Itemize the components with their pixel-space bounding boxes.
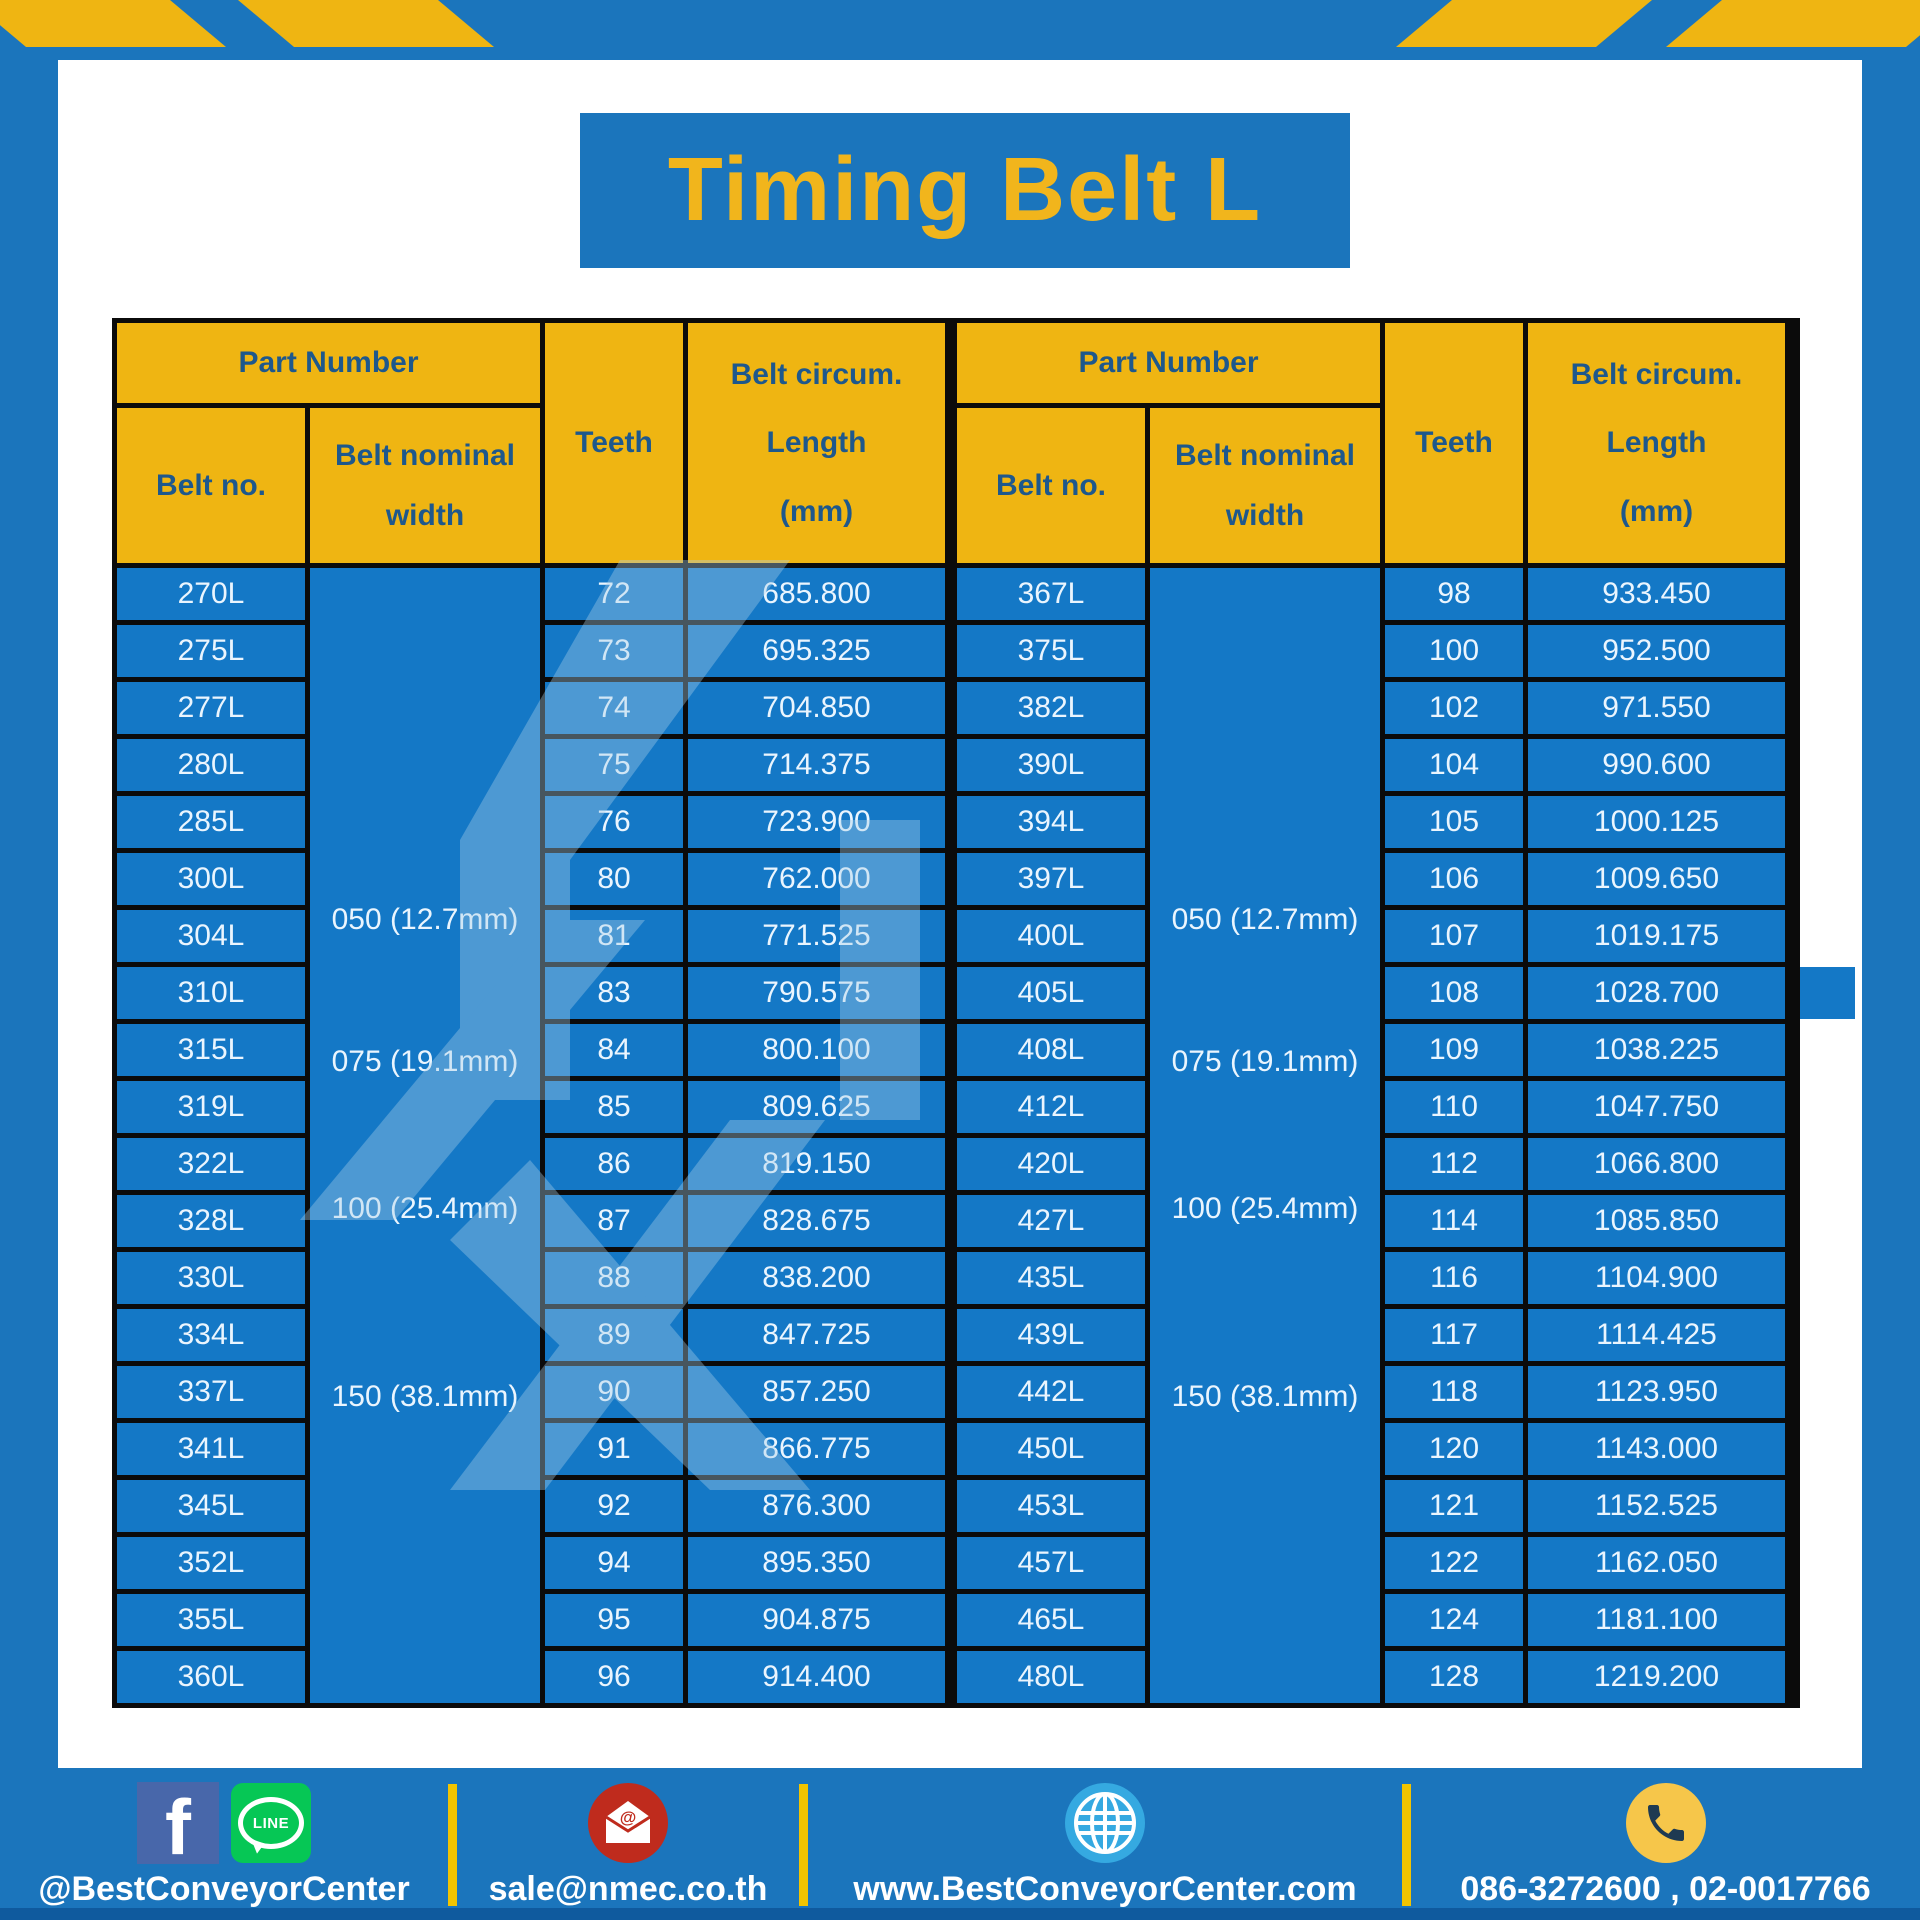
belt-nominal-width-header	[1150, 408, 1380, 563]
belt-no-cell: 457L	[957, 1537, 1145, 1589]
width-label: 150 (38.1mm)	[1171, 1379, 1359, 1413]
belt-circum-line2: Length	[766, 426, 867, 459]
belt-no-cell: 394L	[957, 796, 1145, 848]
belt-circum-header	[688, 323, 945, 563]
teeth-cell: 86	[545, 1138, 683, 1190]
part-number-header: Part Number	[957, 323, 1380, 403]
footer-bar	[0, 1768, 1920, 1920]
length-cell: 1162.050	[1528, 1537, 1785, 1589]
teeth-cell: 124	[1385, 1594, 1523, 1646]
belt-no-cell: 270L	[117, 568, 305, 620]
width-label: 075 (19.1mm)	[1171, 1044, 1359, 1078]
length-cell: 809.625	[688, 1081, 945, 1133]
hazard-stripe	[0, 0, 226, 47]
hazard-stripe	[238, 0, 494, 47]
teeth-cell: 76	[545, 796, 683, 848]
teeth-cell: 91	[545, 1423, 683, 1475]
email-label: sale@nmec.co.th	[488, 1870, 768, 1908]
teeth-cell: 100	[1385, 625, 1523, 677]
teeth-cell: 95	[545, 1594, 683, 1646]
teeth-cell: 109	[1385, 1024, 1523, 1076]
website-label: www.BestConveyorCenter.com	[853, 1870, 1357, 1908]
footer-email-section	[457, 1768, 799, 1920]
social-handle-label: @BestConveyorCenter	[38, 1870, 410, 1908]
line-bubble: LINE	[238, 1797, 304, 1849]
belt-table-right	[952, 318, 1800, 1708]
length-cell: 714.375	[688, 739, 945, 791]
length-cell: 828.675	[688, 1195, 945, 1247]
footer-website-section	[808, 1768, 1402, 1920]
social-icon-row	[137, 1780, 311, 1866]
teeth-cell: 80	[545, 853, 683, 905]
length-cell: 685.800	[688, 568, 945, 620]
teeth-cell: 89	[545, 1309, 683, 1361]
length-cell: 847.725	[688, 1309, 945, 1361]
belt-nominal-line2: width	[385, 498, 465, 532]
phone-icon	[1624, 1781, 1708, 1865]
teeth-cell: 110	[1385, 1081, 1523, 1133]
length-cell: 1152.525	[1528, 1480, 1785, 1532]
length-cell: 695.325	[688, 625, 945, 677]
length-cell: 1114.425	[1528, 1309, 1785, 1361]
length-cell: 971.550	[1528, 682, 1785, 734]
footer-social-section	[0, 1768, 448, 1920]
length-cell: 914.400	[688, 1651, 945, 1703]
length-cell: 1009.650	[1528, 853, 1785, 905]
belt-width-merged-cell	[1150, 568, 1380, 1703]
belt-no-cell: 435L	[957, 1252, 1145, 1304]
teeth-cell: 117	[1385, 1309, 1523, 1361]
belt-no-cell: 400L	[957, 910, 1145, 962]
belt-circum-line3: (mm)	[1619, 494, 1694, 528]
length-cell: 990.600	[1528, 739, 1785, 791]
teeth-cell: 72	[545, 568, 683, 620]
footer-phone-section	[1411, 1768, 1920, 1920]
teeth-cell: 105	[1385, 796, 1523, 848]
length-cell: 1047.750	[1528, 1081, 1785, 1133]
teeth-header: Teeth	[1385, 323, 1523, 563]
length-cell: 704.850	[688, 682, 945, 734]
width-label: 075 (19.1mm)	[331, 1044, 519, 1078]
belt-no-cell: 285L	[117, 796, 305, 848]
length-cell: 866.775	[688, 1423, 945, 1475]
teeth-cell: 112	[1385, 1138, 1523, 1190]
teeth-cell: 73	[545, 625, 683, 677]
teeth-cell: 107	[1385, 910, 1523, 962]
belt-no-cell: 352L	[117, 1537, 305, 1589]
cell-overflow-artifact	[1800, 967, 1855, 1019]
belt-no-cell: 453L	[957, 1480, 1145, 1532]
teeth-cell: 121	[1385, 1480, 1523, 1532]
teeth-cell: 108	[1385, 967, 1523, 1019]
teeth-cell: 88	[545, 1252, 683, 1304]
length-cell: 819.150	[688, 1138, 945, 1190]
website-icon-row	[1063, 1780, 1147, 1866]
belt-no-cell: 280L	[117, 739, 305, 791]
length-cell: 1000.125	[1528, 796, 1785, 848]
belt-no-cell: 275L	[117, 625, 305, 677]
belt-no-cell: 412L	[957, 1081, 1145, 1133]
width-label: 100 (25.4mm)	[1171, 1192, 1359, 1226]
belt-no-cell: 319L	[117, 1081, 305, 1133]
phone-icon-row	[1624, 1780, 1708, 1866]
svg-text:@: @	[619, 1808, 637, 1827]
length-cell: 1123.950	[1528, 1366, 1785, 1418]
belt-no-cell: 304L	[117, 910, 305, 962]
facebook-icon: f	[137, 1782, 219, 1864]
belt-table-left	[112, 318, 960, 1708]
length-cell: 1085.850	[1528, 1195, 1785, 1247]
belt-no-cell: 315L	[117, 1024, 305, 1076]
belt-no-cell: 334L	[117, 1309, 305, 1361]
length-cell: 1219.200	[1528, 1651, 1785, 1703]
belt-no-cell: 310L	[117, 967, 305, 1019]
belt-circum-line3: (mm)	[779, 494, 854, 528]
phone-label: 086-3272600 , 02-0017766	[1460, 1870, 1871, 1908]
belt-no-cell: 397L	[957, 853, 1145, 905]
belt-no-cell: 382L	[957, 682, 1145, 734]
belt-no-cell: 277L	[117, 682, 305, 734]
teeth-cell: 74	[545, 682, 683, 734]
length-cell: 857.250	[688, 1366, 945, 1418]
belt-circum-line1: Belt circum.	[1570, 357, 1743, 391]
belt-nominal-line2: width	[1225, 498, 1305, 532]
length-cell: 762.000	[688, 853, 945, 905]
width-label: 050 (12.7mm)	[331, 902, 519, 936]
length-cell: 1028.700	[1528, 967, 1785, 1019]
belt-no-cell: 405L	[957, 967, 1145, 1019]
length-cell: 952.500	[1528, 625, 1785, 677]
belt-no-cell: 330L	[117, 1252, 305, 1304]
footer-divider	[1402, 1784, 1411, 1906]
belt-no-cell: 322L	[117, 1138, 305, 1190]
teeth-cell: 92	[545, 1480, 683, 1532]
belt-no-cell: 439L	[957, 1309, 1145, 1361]
length-cell: 771.525	[688, 910, 945, 962]
email-icon-row	[586, 1780, 670, 1866]
globe-icon	[1063, 1781, 1147, 1865]
belt-no-cell: 341L	[117, 1423, 305, 1475]
length-cell: 723.900	[688, 796, 945, 848]
teeth-cell: 120	[1385, 1423, 1523, 1475]
length-cell: 1066.800	[1528, 1138, 1785, 1190]
belt-no-cell: 337L	[117, 1366, 305, 1418]
width-label: 150 (38.1mm)	[331, 1379, 519, 1413]
teeth-cell: 87	[545, 1195, 683, 1247]
teeth-cell: 75	[545, 739, 683, 791]
teeth-cell: 114	[1385, 1195, 1523, 1247]
hazard-stripe-band	[0, 0, 1920, 60]
belt-no-cell: 465L	[957, 1594, 1145, 1646]
belt-no-cell: 427L	[957, 1195, 1145, 1247]
belt-no-cell: 390L	[957, 739, 1145, 791]
belt-no-header: Belt no.	[957, 408, 1145, 563]
width-label: 100 (25.4mm)	[331, 1192, 519, 1226]
hazard-stripe	[1666, 0, 1920, 47]
footer-bottom-strip	[0, 1908, 1920, 1920]
belt-no-cell: 450L	[957, 1423, 1145, 1475]
length-cell: 895.350	[688, 1537, 945, 1589]
length-cell: 838.200	[688, 1252, 945, 1304]
footer-divider	[799, 1784, 808, 1906]
belt-no-cell: 345L	[117, 1480, 305, 1532]
length-cell: 876.300	[688, 1480, 945, 1532]
teeth-cell: 96	[545, 1651, 683, 1703]
belt-circum-line1: Belt circum.	[730, 357, 903, 391]
teeth-cell: 128	[1385, 1651, 1523, 1703]
teeth-cell: 85	[545, 1081, 683, 1133]
length-cell: 790.575	[688, 967, 945, 1019]
length-cell: 800.100	[688, 1024, 945, 1076]
belt-nominal-width-header	[310, 408, 540, 563]
teeth-cell: 81	[545, 910, 683, 962]
hazard-stripe	[1396, 0, 1652, 47]
width-label: 050 (12.7mm)	[1171, 902, 1359, 936]
belt-width-merged-cell	[310, 568, 540, 1703]
belt-no-header: Belt no.	[117, 408, 305, 563]
length-cell: 1019.175	[1528, 910, 1785, 962]
belt-no-cell: 360L	[117, 1651, 305, 1703]
belt-no-cell: 480L	[957, 1651, 1145, 1703]
length-cell: 933.450	[1528, 568, 1785, 620]
part-number-header: Part Number	[117, 323, 540, 403]
teeth-cell: 122	[1385, 1537, 1523, 1589]
belt-no-cell: 367L	[957, 568, 1145, 620]
belt-circum-line2: Length	[1606, 426, 1707, 459]
teeth-cell: 102	[1385, 682, 1523, 734]
length-cell: 1143.000	[1528, 1423, 1785, 1475]
length-cell: 1181.100	[1528, 1594, 1785, 1646]
belt-no-cell: 408L	[957, 1024, 1145, 1076]
belt-no-cell: 328L	[117, 1195, 305, 1247]
belt-circum-header	[1528, 323, 1785, 563]
length-cell: 904.875	[688, 1594, 945, 1646]
teeth-cell: 83	[545, 967, 683, 1019]
belt-no-cell: 420L	[957, 1138, 1145, 1190]
teeth-cell: 118	[1385, 1366, 1523, 1418]
teeth-cell: 104	[1385, 739, 1523, 791]
belt-nominal-line1: Belt nominal	[334, 438, 515, 472]
length-cell: 1104.900	[1528, 1252, 1785, 1304]
page-title: Timing Belt L	[580, 113, 1350, 268]
teeth-header: Teeth	[545, 323, 683, 563]
belt-no-cell: 375L	[957, 625, 1145, 677]
line-icon	[231, 1783, 311, 1863]
length-cell: 1038.225	[1528, 1024, 1785, 1076]
teeth-cell: 94	[545, 1537, 683, 1589]
teeth-cell: 116	[1385, 1252, 1523, 1304]
belt-no-cell: 355L	[117, 1594, 305, 1646]
teeth-cell: 90	[545, 1366, 683, 1418]
footer-divider	[448, 1784, 457, 1906]
belt-no-cell: 300L	[117, 853, 305, 905]
belt-nominal-line1: Belt nominal	[1174, 438, 1355, 472]
teeth-cell: 84	[545, 1024, 683, 1076]
belt-no-cell: 442L	[957, 1366, 1145, 1418]
email-icon	[586, 1781, 670, 1865]
teeth-cell: 98	[1385, 568, 1523, 620]
teeth-cell: 106	[1385, 853, 1523, 905]
